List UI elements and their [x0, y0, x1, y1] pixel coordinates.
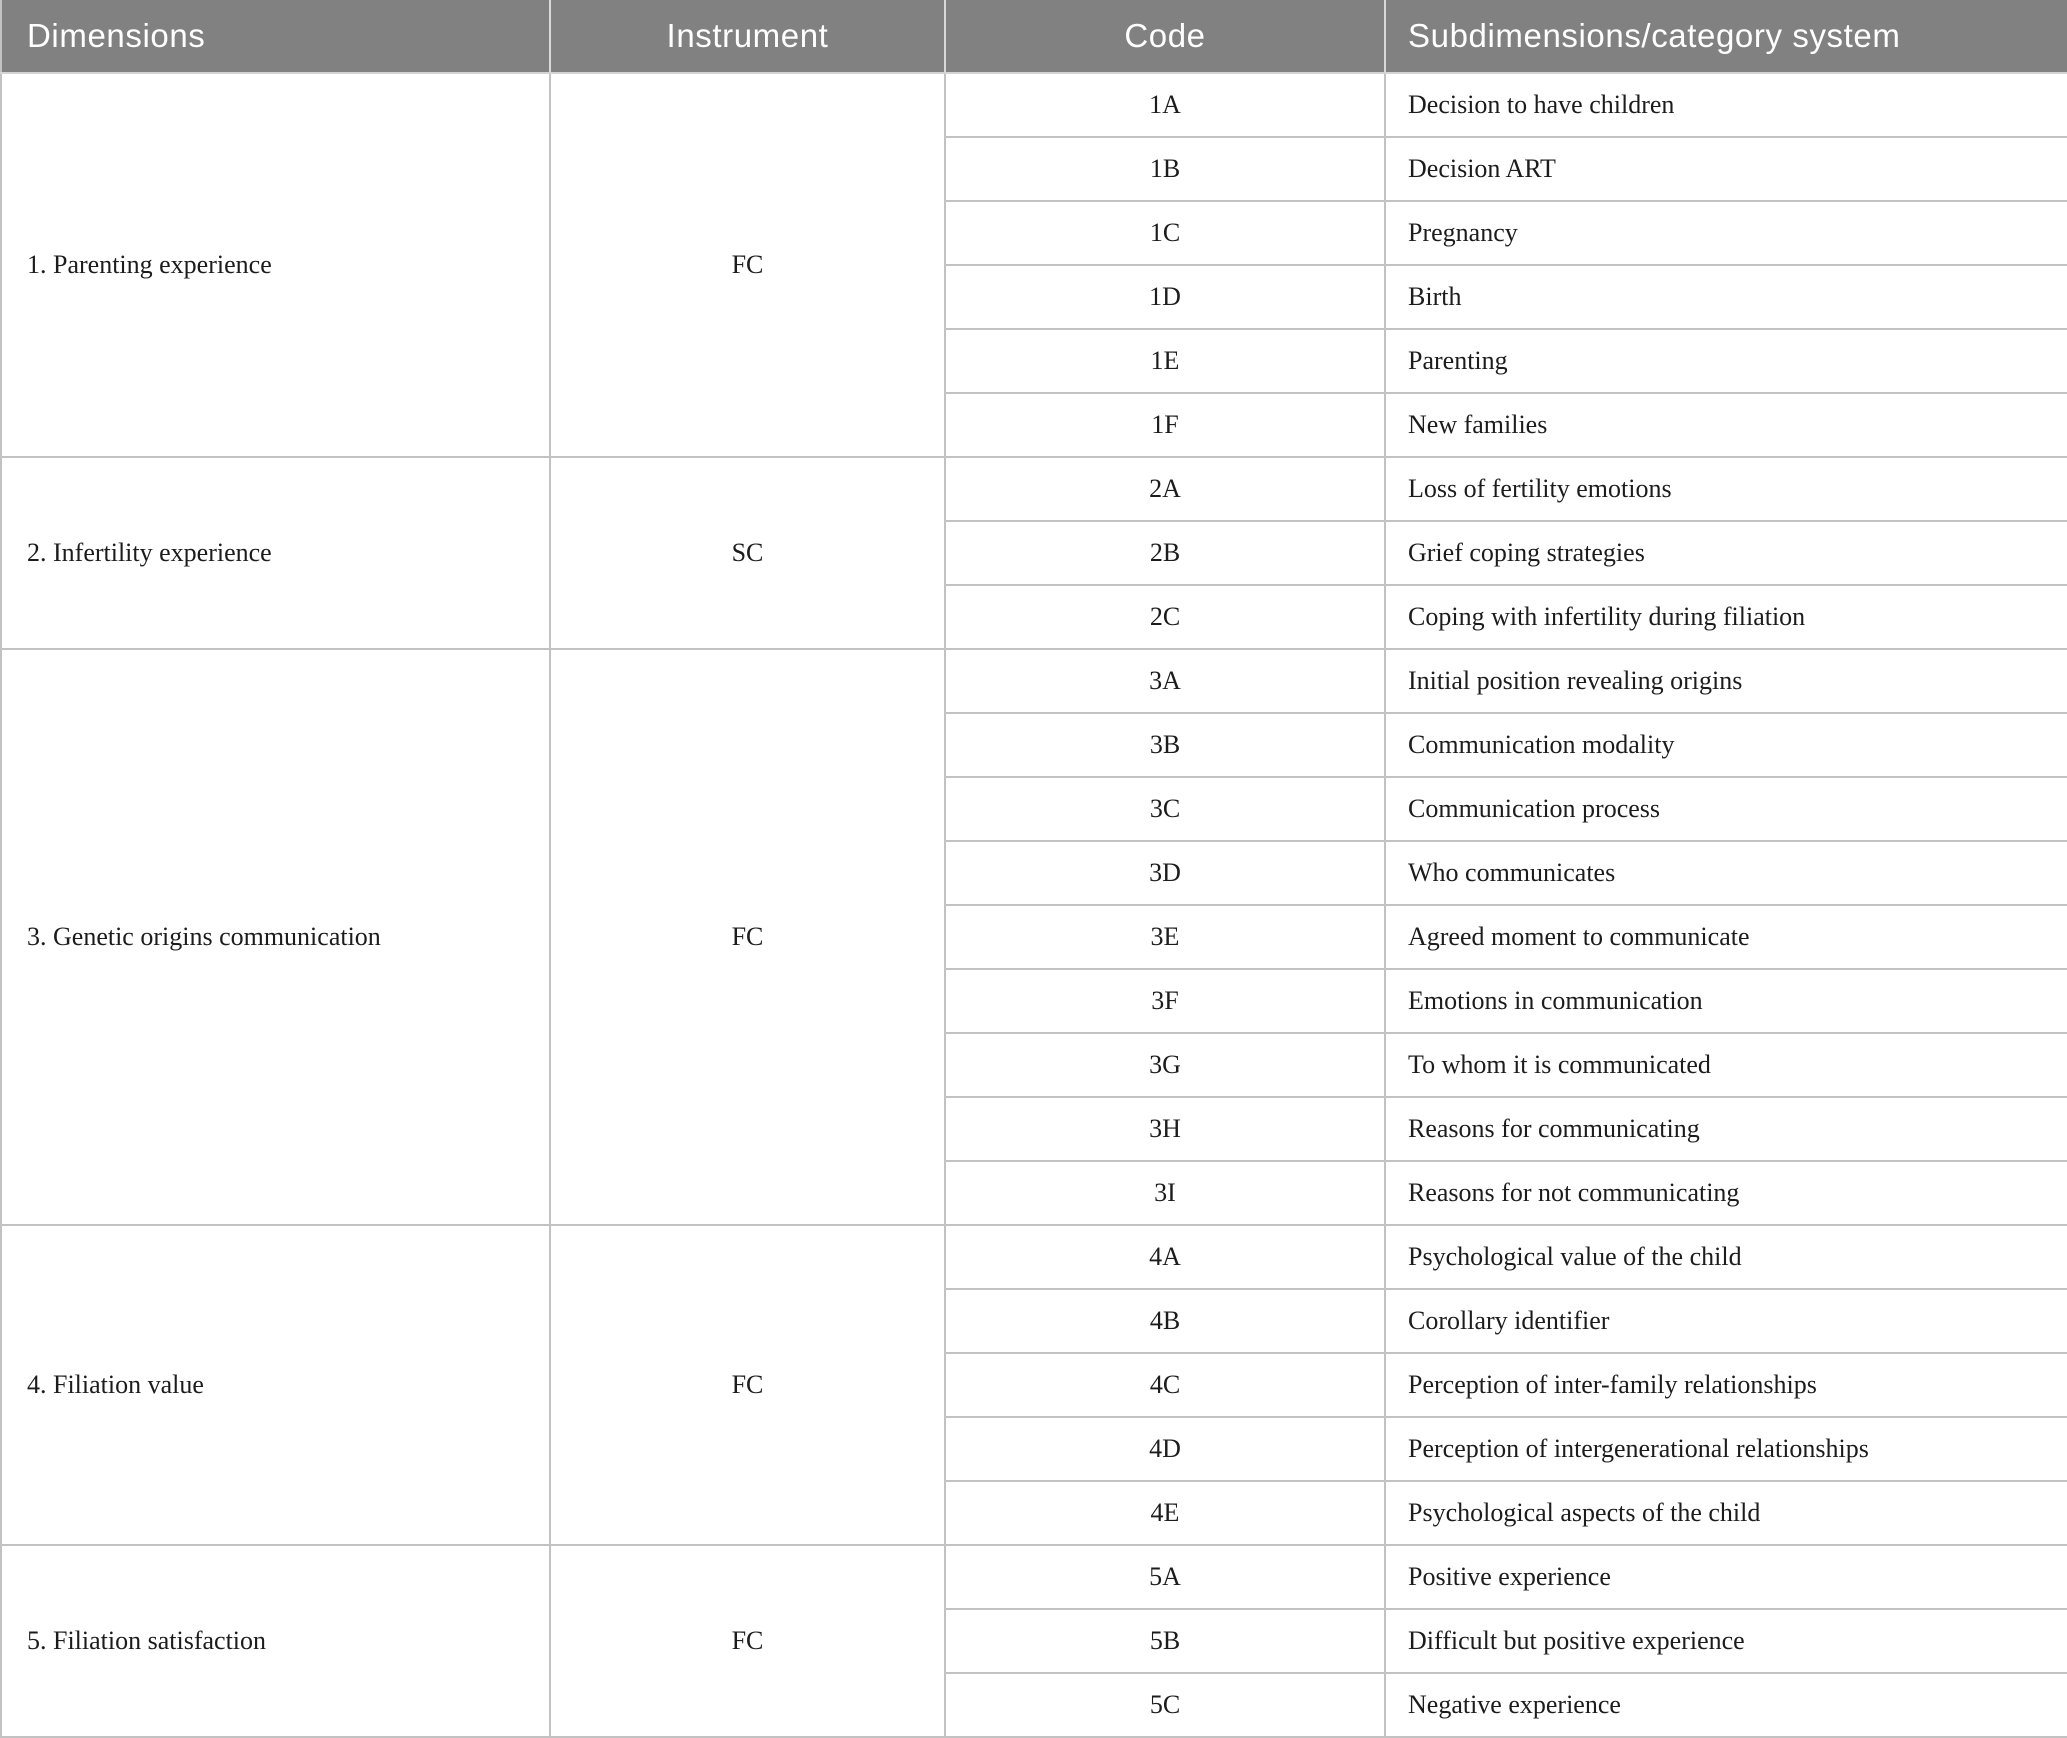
code-cell: 1C — [945, 201, 1385, 265]
subdimension-cell: Loss of fertility emotions — [1385, 457, 2067, 521]
subdimension-cell: Grief coping strategies — [1385, 521, 2067, 585]
code-cell: 3F — [945, 969, 1385, 1033]
subdimension-cell: New families — [1385, 393, 2067, 457]
code-cell: 3A — [945, 649, 1385, 713]
code-cell: 3C — [945, 777, 1385, 841]
code-cell: 2A — [945, 457, 1385, 521]
code-cell: 4A — [945, 1225, 1385, 1289]
instrument-cell: FC — [550, 73, 945, 457]
dimension-cell: 5. Filiation satisfaction — [1, 1545, 550, 1737]
dimension-cell: 1. Parenting experience — [1, 73, 550, 457]
code-cell: 4C — [945, 1353, 1385, 1417]
table-row — [1, 457, 2067, 521]
code-cell: 1E — [945, 329, 1385, 393]
subdimension-cell: Birth — [1385, 265, 2067, 329]
code-cell: 4E — [945, 1481, 1385, 1545]
dimension-cell: 4. Filiation value — [1, 1225, 550, 1545]
subdimension-cell: Decision to have children — [1385, 73, 2067, 137]
code-cell: 3H — [945, 1097, 1385, 1161]
code-cell: 5A — [945, 1545, 1385, 1609]
code-cell: 5B — [945, 1609, 1385, 1673]
code-cell: 3D — [945, 841, 1385, 905]
subdimension-cell: Difficult but positive experience — [1385, 1609, 2067, 1673]
code-cell: 3E — [945, 905, 1385, 969]
code-cell: 1F — [945, 393, 1385, 457]
instrument-cell: SC — [550, 457, 945, 649]
subdimension-cell: Negative experience — [1385, 1673, 2067, 1737]
instrument-cell: FC — [550, 649, 945, 1225]
header-row — [1, 0, 2067, 73]
subdimension-cell: Psychological value of the child — [1385, 1225, 2067, 1289]
subdimension-cell: Communication modality — [1385, 713, 2067, 777]
subdimension-cell: Reasons for not communicating — [1385, 1161, 2067, 1225]
table-row — [1, 1225, 2067, 1289]
table-row — [1, 73, 2067, 137]
subdimension-cell: Coping with infertility during filiation — [1385, 585, 2067, 649]
code-cell: 3G — [945, 1033, 1385, 1097]
code-cell: 3I — [945, 1161, 1385, 1225]
dimension-cell: 3. Genetic origins communication — [1, 649, 550, 1225]
code-cell: 4D — [945, 1417, 1385, 1481]
subdimension-cell: Decision ART — [1385, 137, 2067, 201]
code-cell: 5C — [945, 1673, 1385, 1737]
table-row — [1, 649, 2067, 713]
subdimension-cell: Perception of intergenerational relationships — [1385, 1417, 2067, 1481]
subdimension-cell: Psychological aspects of the child — [1385, 1481, 2067, 1545]
code-cell: 4B — [945, 1289, 1385, 1353]
subdimension-cell: Communication process — [1385, 777, 2067, 841]
subdimension-cell: Emotions in communication — [1385, 969, 2067, 1033]
code-cell: 2B — [945, 521, 1385, 585]
code-cell: 3B — [945, 713, 1385, 777]
instrument-cell: FC — [550, 1225, 945, 1545]
column-header-instrument: Instrument — [550, 0, 945, 73]
subdimension-cell: To whom it is communicated — [1385, 1033, 2067, 1097]
subdimension-cell: Positive experience — [1385, 1545, 2067, 1609]
dimension-cell: 2. Infertility experience — [1, 457, 550, 649]
subdimension-cell: Perception of inter-family relationships — [1385, 1353, 2067, 1417]
column-header-dimensions: Dimensions — [1, 0, 550, 73]
code-cell: 1A — [945, 73, 1385, 137]
subdimension-cell: Reasons for communicating — [1385, 1097, 2067, 1161]
column-header-code: Code — [945, 0, 1385, 73]
code-cell: 1D — [945, 265, 1385, 329]
code-cell: 2C — [945, 585, 1385, 649]
column-header-subdimensions: Subdimensions/category system — [1385, 0, 2067, 73]
table-row — [1, 1545, 2067, 1609]
subdimension-cell: Agreed moment to communicate — [1385, 905, 2067, 969]
subdimension-cell: Initial position revealing origins — [1385, 649, 2067, 713]
subdimension-cell: Parenting — [1385, 329, 2067, 393]
code-cell: 1B — [945, 137, 1385, 201]
subdimension-cell: Corollary identifier — [1385, 1289, 2067, 1353]
subdimension-cell: Who communicates — [1385, 841, 2067, 905]
subdimension-cell: Pregnancy — [1385, 201, 2067, 265]
instrument-cell: FC — [550, 1545, 945, 1737]
